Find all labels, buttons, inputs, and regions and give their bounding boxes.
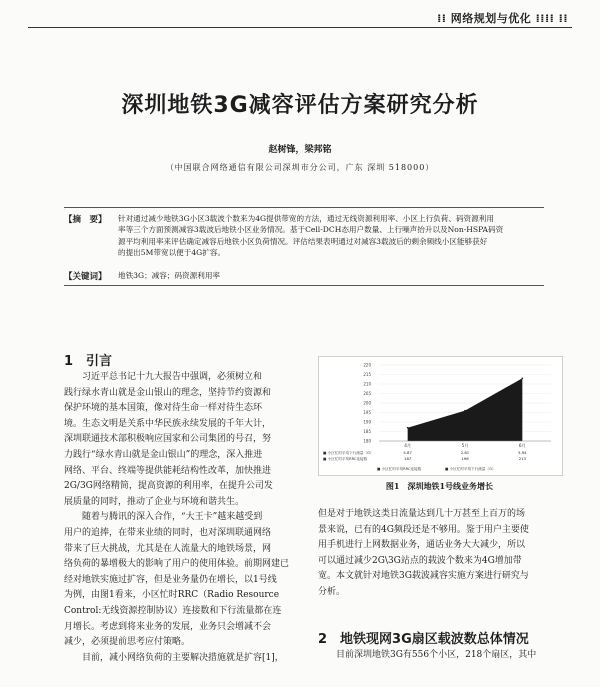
figure-1-chart [318,356,563,476]
running-header: ⁞⁞ 网络规划与优化 ⁞⁞⁞⁞ ⁞⁞ [437,12,568,25]
text-line: 络负荷的暴增极大的影响了用户的使用体验。前期网建已 [64,559,290,570]
text-line: 网络、平台、终端等提供能耗结构性改革，加快推进 [64,465,272,476]
area-chart [319,357,562,475]
keywords-label: 【关键词】 [64,272,107,282]
affiliation: （中国联合网络通信有限公司深圳市分公司，广东 深圳 518000） [165,163,435,172]
left-column [64,370,290,666]
y-tick-label: 190 [363,419,371,425]
data-point [464,410,466,412]
section-2-body [318,648,561,664]
text-line: 2G/3G网络精简，提高资源的利用率，在提升公司发 [64,481,273,492]
abstract-bottom-rule [64,285,544,286]
x-tick-label: 5月 [461,443,469,448]
text-line: 保护环境的基本国策，像对待生命一样对待生态环 [64,403,263,414]
text-line: 深圳联通技术部积极响应国家和公司集团的号召，努 [64,434,272,445]
text-line: 但是对于地铁这类日流量达到几十万甚至上百万的场 [318,509,526,519]
text-line: 减少，必须提前思考应付策略。 [64,637,191,648]
text-line: 境。生态文明是关系中华民族永续发展的千年大计， [64,418,272,429]
right-column [318,507,561,601]
y-tick-label: 185 [363,429,371,434]
text-line: Control:无线资源控制协议）连接数和下行流量都在连 [64,605,282,616]
y-tick-label: 180 [363,438,371,444]
x-tick-label: 4月 [404,443,412,448]
y-tick-label: 195 [363,410,371,415]
text-line: 景来说，已有的4G频段还是不够用。鉴于用户主要使 [318,524,529,535]
y-tick-label: 205 [363,391,371,396]
text-line: 分析。 [318,586,346,597]
text-line: 月增长。考虑到将来业务的发展，业务只会增减不会 [64,621,272,632]
abstract-label: 【摘 要】 [64,215,107,225]
text-line: 用手机进行上网数据业务，通话业务大大减少，所以 [318,540,526,551]
table-cell: 196 [461,456,469,461]
text-line: 为例，由图1看来，小区忙时RRC（Radio Resource [64,590,280,601]
abstract-line: 针对通过减少地铁3G小区3载波个数来为4G提供带宽的方法，通过无线资源利用率、小区上行负荷、码资源利用 [118,214,494,223]
legend-item: ■ 小区忙时平均RRC连接数 [377,467,422,471]
abstract-line: 率等三个方面预测减容3载波后地铁小区业务情况。基于Cell-DCH态用户数量、上行噪声抬升以及Non-HSPA码资 [118,225,504,235]
text-line: 力践行“绿水青山就是金山银山”的理念，深入推进 [64,449,263,460]
text-line: 习近平总书记十九大报告中强调，必须树立和 [64,372,263,382]
text-line: 践行绿水青山就是金山银山的理念，坚持节约资源和 [64,387,272,398]
text-line: 带来了巨大挑战，尤其是在人流量大的地铁场景，网 [64,543,272,554]
figure-1-caption: 图1 深圳地铁1号线业务增长 [385,481,494,491]
area-series-downlink-traffic [408,378,523,441]
x-tick-label: 6月 [518,443,526,448]
table-cell: 2.81 [460,450,470,455]
text-line: 宽。本文就针对地铁3G载波减容实施方案进行研究与 [318,571,529,582]
text-line: 目前深圳地铁3G有556个小区，218个扇区，其中 [318,650,537,660]
abstract-top-rule [64,207,544,208]
y-tick-label: 210 [363,381,371,387]
abstract-line: 源平均利用率来评估确定减容后地铁小区负荷情况。评估结果表明通过对减容3载波后的剩余频线小区能够获好 [118,236,488,246]
text-line: 经对地铁实施过扩容，但是业务量仍在增长，以1号线 [64,574,277,585]
text-line: 用户的追捧，在带来业绩的同时，也对深圳联通网络 [64,527,272,538]
section-1-heading: 1 引言 [64,354,113,369]
text-line: 随着与腾讯的深入合作，“大王卡”越来越受到 [64,512,263,523]
y-tick-label: 215 [363,372,371,377]
y-tick-label: 200 [363,400,371,406]
legend-item: ■ 小区忙时平均下行流量（G） [445,467,496,471]
abstract-line: 的提出5M带宽以便于4G扩容。 [118,248,226,258]
text-line: 可以通过减少2G\3G站点的载波个数来为4G增加带 [318,555,522,566]
table-cell: 187 [404,456,412,461]
text-line: 展质量的同时，推动了企业与环境和谐共生。 [64,496,245,507]
paper-title: 深圳地铁3G减容评估方案研究分析 [121,93,479,118]
table-cell: 4.87 [403,450,412,455]
data-point [407,427,409,429]
authors: 赵树锋，梁邦铭 [268,145,332,155]
table-cell: 5.94 [518,450,527,455]
table-row-label: ■ 小区忙时平均下行流量（G） [323,451,374,455]
keywords-text: 地铁3G；减容；码资源利用率 [118,271,221,280]
header-divider [28,27,572,28]
text-line: 目前，减小网络负荷的主要解决措施就是扩容[1]， [64,652,284,663]
y-tick-label: 220 [363,362,371,368]
section-2-heading: 2 地铁现网3G扇区载波数总体情况 [318,632,529,647]
table-cell: 213 [518,456,526,461]
data-point [522,378,524,380]
abstract-body [118,213,544,259]
table-row-label: ■ 小区忙时平均RRC连接数 [323,457,368,461]
